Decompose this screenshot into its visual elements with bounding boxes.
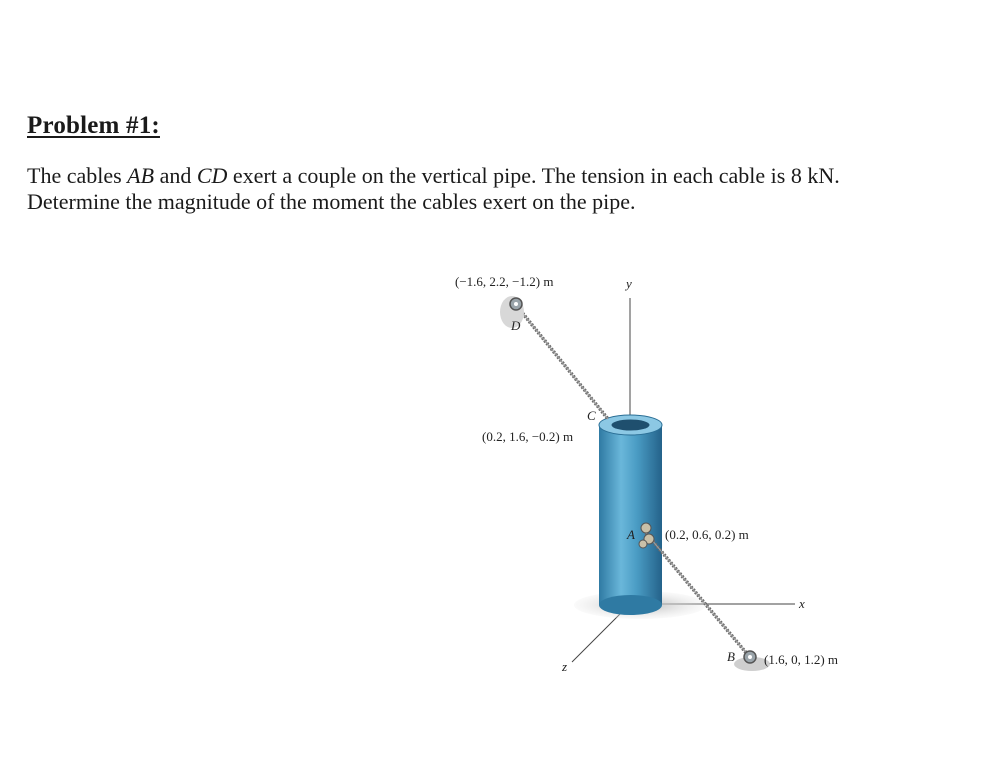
axis-x-label: x (799, 596, 805, 611)
point-b-coords: (1.6, 0, 1.2) m (764, 652, 839, 667)
cable-cd-label: CD (196, 163, 228, 188)
statement-text-4: Determine the magnitude of the moment the cables exert on the pipe. (27, 189, 636, 214)
statement-text-2: and (154, 163, 197, 188)
label-c: C (587, 408, 596, 423)
cable-ab-label: AB (127, 163, 155, 188)
point-d-coords: (−1.6, 2.2, −1.2) m (455, 274, 554, 289)
point-c-coords: (0.2, 1.6, −0.2) m (482, 429, 574, 444)
anchor-b-hole (748, 655, 752, 659)
axis-y-label: y (626, 276, 632, 291)
statement-text-1: The cables (27, 163, 128, 188)
statement-text-3: exert a couple on the vertical pipe. The tension in each cable is 8 kN. (227, 163, 840, 188)
label-d: D (511, 318, 521, 333)
pipe-top-hole (612, 420, 650, 431)
cable-cd-core (516, 305, 608, 419)
anchor-d-hole (514, 302, 518, 306)
axis-z-label: z (562, 659, 568, 674)
point-a-coords: (0.2, 0.6, 0.2) m (665, 527, 749, 542)
pipe-bottom (599, 595, 662, 615)
pipe-body (599, 425, 662, 605)
label-b: B (727, 649, 735, 664)
problem-title: Problem #1: (27, 112, 160, 139)
label-a: A (627, 527, 635, 542)
